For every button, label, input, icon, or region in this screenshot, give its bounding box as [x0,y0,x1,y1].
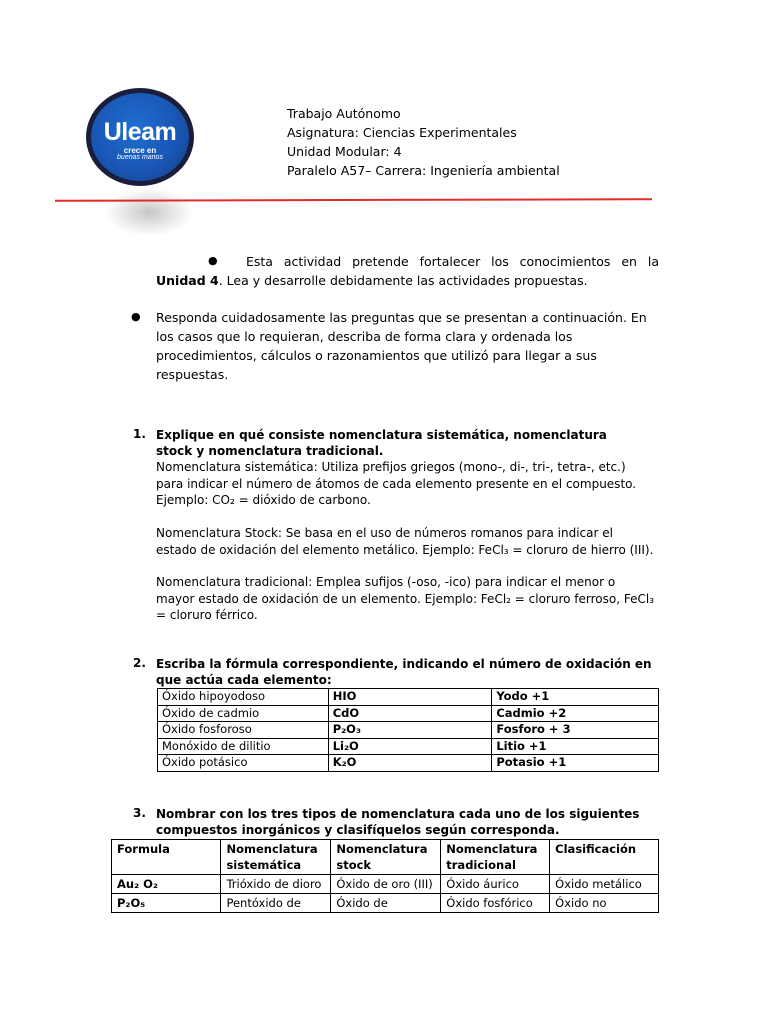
logo-tag-top: crece en [123,146,157,155]
formula-cell: CdO [328,705,492,722]
compound-name-cell: Óxido fosforoso [158,722,329,739]
bullet-icon: ● [208,254,218,267]
oxidation-table [157,688,659,772]
q1-answer-systematic: Nomenclatura sistemática: Utiliza prefijos griegos (mono-, di-, tri-, tetra-, etc.) para indicar el número de átomos de cada elemento presente en el compuesto. Ejemplo: CO₂ = dióxido de carbono. [156,460,637,507]
formula-cell: K₂O [328,755,492,772]
table-row [158,722,659,739]
name-cell: Óxido áurico [441,875,550,894]
header-line-4: Paralelo A57– Carrera: Ingeniería ambiental [287,163,560,178]
name-cell: Trióxido de dioro [221,875,331,894]
name-cell: Pentóxido de [221,894,331,913]
bullet-icon: ● [131,310,141,323]
q1-title: Explique en qué consiste nomenclatura sistemática, nomenclatura stock y nomenclatura tradicional. [156,428,607,458]
q3-title: Nombrar con los tres tipos de nomenclatura cada uno de los siguientes compuestos inorgánicos y clasifíquelos según corresponda. [156,807,640,837]
column-header: Nomenclatura sistemática [221,840,331,875]
name-cell: Óxido no [550,894,659,913]
oxidation-cell: Cadmio +2 [492,705,659,722]
intro-bullet-1-text-a: Esta actividad pretende fortalecer los conocimientos en la [246,254,659,269]
table-row [112,875,659,894]
logo-badge [91,93,189,181]
nomenclature-table [111,839,659,913]
header-line-2: Asignatura: Ciencias Experimentales [287,125,517,140]
table-header-row [112,840,659,875]
q1-number: 1. [133,427,146,441]
uleam-logo [86,88,194,186]
formula-cell: Au₂ O₂ [112,875,221,894]
column-header: Formula [112,840,221,875]
header-line-1: Trabajo Autónomo [287,106,401,121]
intro-bullet-2: Responda cuidadosamente las preguntas que se presentan a continuación. En los casos que lo requieran, describa de forma clara y ordenada los procedimientos, cálculos o razonamientos que utilizó para llegar a sus respuestas. [156,310,647,382]
document-header [287,104,560,180]
q2-number: 2. [133,656,146,670]
table-row [158,705,659,722]
intro-bullet-1-bold: Unidad 4 [156,273,219,288]
logo-tagline [91,147,189,161]
header-divider [55,198,652,202]
table-row [112,894,659,913]
logo-shadow [105,188,193,236]
logo-word: Uleam [103,118,177,146]
compound-name-cell: Óxido hipoyodoso [158,689,329,706]
name-cell: Óxido fosfórico [441,894,550,913]
column-header: Nomenclatura stock [331,840,441,875]
compound-name-cell: Óxido de cadmio [158,705,329,722]
oxidation-cell: Fosforo + 3 [492,722,659,739]
name-cell: Óxido metálico [550,875,659,894]
oxidation-cell: Potasio +1 [492,755,659,772]
intro-bullet-1 [156,252,659,290]
formula-cell: HIO [328,689,492,706]
table-row [158,689,659,706]
q3-number: 3. [133,806,146,820]
column-header: Clasificación [550,840,659,875]
q1-answer-traditional: Nomenclatura tradicional: Emplea sufijos (-oso, -ico) para indicar el menor o mayor estado de oxidación de un elemento. Ejemplo: FeCl₂ = cloruro ferroso, FeCl₃ = cloruro férrico. [156,575,654,622]
name-cell: Óxido de oro (III) [331,875,441,894]
name-cell: Óxido de [331,894,441,913]
column-header: Nomenclatura tradicional [441,840,550,875]
oxidation-cell: Litio +1 [492,738,659,755]
header-line-3: Unidad Modular: 4 [287,144,402,159]
table-row [158,738,659,755]
q2-title: Escriba la fórmula correspondiente, indicando el número de oxidación en que actúa cada elemento: [156,657,652,687]
formula-cell: P₂O₅ [112,894,221,913]
oxidation-cell: Yodo +1 [492,689,659,706]
compound-name-cell: Óxido potásico [158,755,329,772]
formula-cell: P₂O₃ [328,722,492,739]
compound-name-cell: Monóxido de dilitio [158,738,329,755]
formula-cell: Li₂O [328,738,492,755]
intro-bullet-1-text-b: . Lea y desarrolle debidamente las actividades propuestas. [218,273,588,288]
q1-answer-stock: Nomenclatura Stock: Se basa en el uso de números romanos para indicar el estado de oxidación del elemento metálico. Ejemplo: FeCl₃ = cloruro de hierro (III). [156,526,654,557]
logo-tag-bottom: buenas manos [117,154,163,161]
table-row [158,755,659,772]
